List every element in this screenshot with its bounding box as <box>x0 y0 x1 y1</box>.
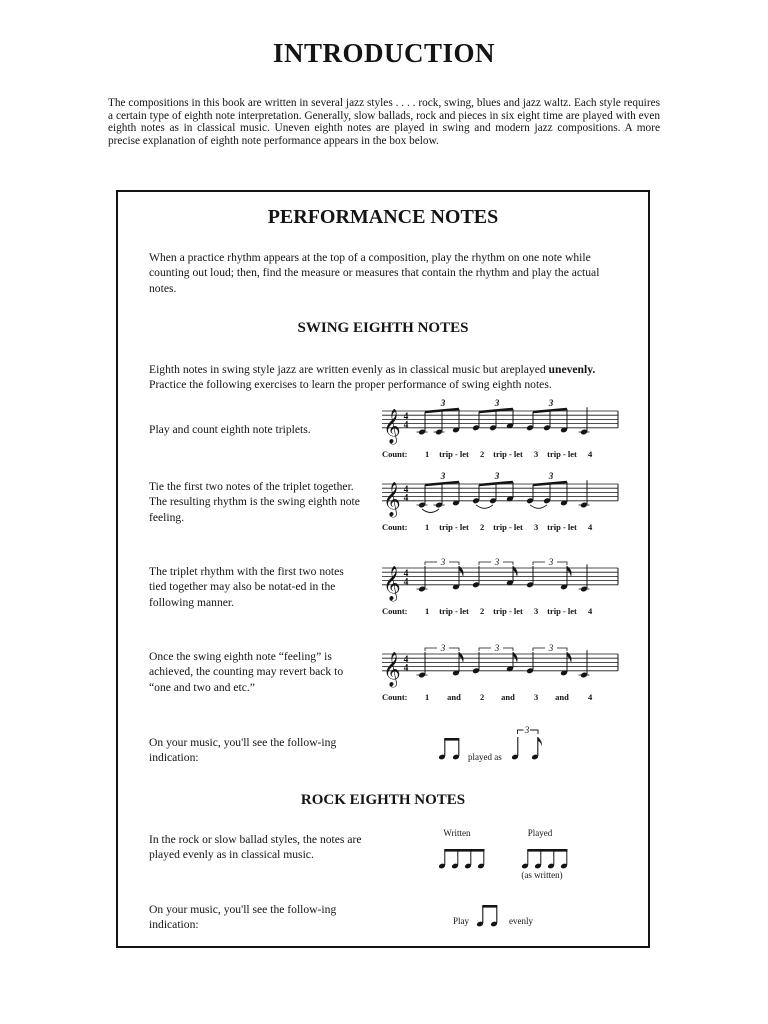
count-syllable: 1 <box>425 522 430 532</box>
treble-clef-icon: 𝄞 <box>383 481 401 517</box>
swing-intro-text: Eighth notes in swing style jazz are written evenly as in classical music but areplayed <box>149 363 549 376</box>
exercise-2-text: Tie the first two notes of the triplet together. The resulting rhythm is the swing eighth note feeling. <box>149 480 360 524</box>
count-syllable: 1 <box>425 606 430 616</box>
tuplet-number: 3 <box>494 398 500 408</box>
rock-eighth-notes-title: ROCK EIGHTH NOTES <box>300 792 466 808</box>
tuplet-number: 3 <box>548 398 554 408</box>
exercise-1-text: Play and count eighth note triplets. <box>149 423 311 436</box>
exercise-3-text: The triplet rhythm with the first two notes tied together may also be notat-ed in the following manner. <box>149 565 344 609</box>
count-label: Count: <box>382 692 408 702</box>
tuplet-number: 3 <box>494 557 500 567</box>
time-signature-top: 4 <box>403 411 409 422</box>
tuplet-number: 3 <box>524 726 530 735</box>
count-label: Count: <box>382 606 408 616</box>
count-syllable: 3 <box>534 522 539 532</box>
count-syllable: 4 <box>588 522 593 532</box>
count-syllable: 1 <box>425 692 430 702</box>
played-label: Played <box>527 828 553 838</box>
exercise-4-text: Once the swing eighth note “feeling” is achieved, the counting may revert back to “one and two and etc.” <box>149 650 344 694</box>
count-syllable: 2 <box>480 606 485 616</box>
count-syllable: 3 <box>534 449 539 459</box>
swing-indication-figure <box>436 726 566 766</box>
count-syllable: trip - let <box>493 449 523 459</box>
count-syllable: 4 <box>588 606 593 616</box>
played-as-label: played as <box>468 752 502 762</box>
count-syllable: 1 <box>425 449 430 459</box>
performance-notes-box <box>116 190 650 948</box>
tuplet-number: 3 <box>440 471 446 481</box>
beam <box>444 849 484 852</box>
swing-intro-text-end: Practice the following exercises to learn the proper performance of swing eighth notes. <box>149 378 552 392</box>
written-label: Written <box>443 828 471 838</box>
staff-notation <box>382 643 618 702</box>
count-label: Count: <box>382 522 408 532</box>
staff-notation <box>382 398 618 459</box>
beam <box>479 482 513 485</box>
tuplet-number: 3 <box>494 471 500 481</box>
time-signature-bottom: 4 <box>403 420 409 431</box>
tie <box>422 509 439 513</box>
treble-clef-icon: 𝄞 <box>383 408 401 444</box>
count-syllable: and <box>501 692 515 702</box>
count-syllable: trip - let <box>547 522 577 532</box>
exercise-3-staff <box>380 556 620 626</box>
count-label: Count: <box>382 449 408 459</box>
exercise-4-staff <box>380 642 620 712</box>
rock-indication-text: On your music, you'll see the follow-ing indication: <box>149 903 337 932</box>
page-title: INTRODUCTION <box>272 38 496 68</box>
count-syllable: 3 <box>534 692 539 702</box>
tie <box>530 505 547 509</box>
staff-notation <box>382 471 618 532</box>
rock-indication-figure <box>453 900 563 932</box>
count-syllable: and <box>555 692 569 702</box>
swing-indication-text: On your music, you'll see the follow-ing indication: <box>149 736 337 765</box>
tuplet-number: 3 <box>548 557 554 567</box>
treble-clef-icon: 𝄞 <box>383 651 401 687</box>
beam <box>533 482 567 485</box>
treble-clef-icon: 𝄞 <box>383 565 401 601</box>
tuplet-number: 3 <box>440 557 446 567</box>
swing-intro-bold: unevenly. <box>548 363 596 376</box>
play-label: Play <box>453 916 470 926</box>
staff-svg <box>380 399 620 469</box>
count-syllable: trip - let <box>493 522 523 532</box>
swing-eighth-notes-title: SWING EIGHTH NOTES <box>297 320 469 336</box>
tuplet-number: 3 <box>440 398 446 408</box>
count-syllable: 2 <box>480 449 485 459</box>
beamed-eighth-pair-icon <box>476 905 498 927</box>
count-syllable: 2 <box>480 522 485 532</box>
tuplet-number: 3 <box>440 643 446 653</box>
count-syllable: 2 <box>480 692 485 702</box>
written-eighths-icon <box>438 849 485 869</box>
time-signature-bottom: 4 <box>403 577 409 588</box>
count-syllable: and <box>447 692 461 702</box>
staff-notation <box>382 557 618 616</box>
count-syllable: trip - let <box>547 606 577 616</box>
exercise-2-staff <box>380 472 620 542</box>
tuplet-number: 3 <box>548 471 554 481</box>
count-syllable: trip - let <box>547 449 577 459</box>
tie <box>476 505 493 509</box>
time-signature-top: 4 <box>403 568 409 579</box>
count-syllable: trip - let <box>439 449 469 459</box>
beam <box>479 409 513 412</box>
staff-svg <box>380 556 620 626</box>
beam <box>527 849 567 852</box>
beam <box>425 409 459 412</box>
time-signature-bottom: 4 <box>403 493 409 504</box>
practice-rhythm-paragraph: When a practice rhythm appears at the top of a composition, play the rhythm on one note while counting out loud; then, find the measure or measures that contain the rhythm and play the actual notes. <box>149 251 600 295</box>
tuplet-number: 3 <box>494 643 500 653</box>
count-syllable: trip - let <box>439 606 469 616</box>
played-eighths-icon <box>521 849 568 869</box>
count-syllable: trip - let <box>493 606 523 616</box>
evenly-label: evenly <box>509 916 533 926</box>
rock-written-played-figure <box>420 826 590 882</box>
count-syllable: 4 <box>588 449 593 459</box>
count-syllable: 3 <box>534 606 539 616</box>
tuplet-number: 3 <box>548 643 554 653</box>
staff-svg <box>380 472 620 542</box>
count-syllable: 4 <box>588 692 593 702</box>
beamed-eighth-pair-icon <box>438 738 460 760</box>
intro-paragraph: The compositions in this book are written in several jazz styles . . . . rock, swing, blues and jazz waltz. Each style requires a certain type of eighth note interpretation. Generally, slow ballads, rock and pieces in six eight time are played with even eighth notes as in classical music. Uneven eighth notes are played in swing and modern jazz compositions. A more precise explanation of eighth note performance appears in the box below. <box>108 97 660 147</box>
rock-paragraph: In the rock or slow ballad styles, the notes are played evenly as in classical music. <box>149 833 362 862</box>
beam <box>533 409 567 412</box>
as-written-label: (as written) <box>521 870 563 880</box>
staff-svg <box>380 642 620 712</box>
triplet-quarter-eighth-icon <box>511 726 542 760</box>
time-signature-top: 4 <box>403 484 409 495</box>
time-signature-top: 4 <box>403 654 409 665</box>
exercise-1-staff <box>380 399 620 469</box>
count-syllable: trip - let <box>439 522 469 532</box>
time-signature-bottom: 4 <box>403 663 409 674</box>
beam <box>425 482 459 485</box>
performance-notes-title: PERFORMANCE NOTES <box>267 206 499 228</box>
swing-intro-paragraph <box>149 362 619 393</box>
